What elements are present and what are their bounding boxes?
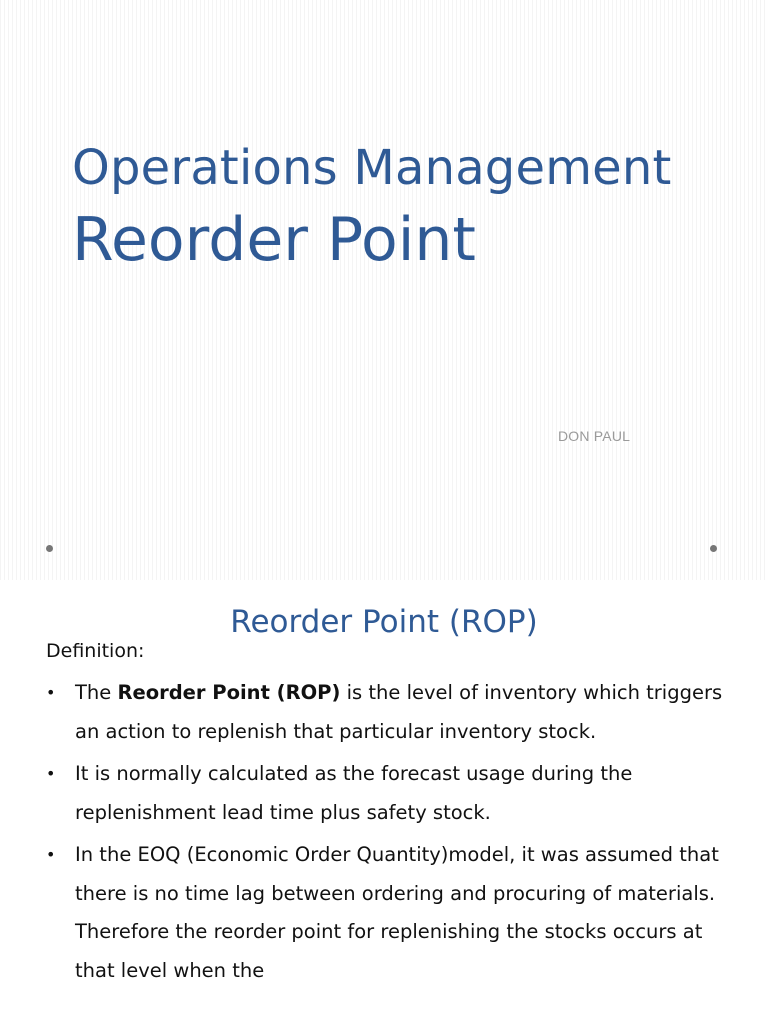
bullet-text: In the EOQ (Economic Order Quantity)model, it was assumed that there is no time lag between ordering and procuring of materials. Therefore the reorder point for replenishing the stocks occurs at that level when the [75,843,719,982]
bullet-icon: • [46,845,56,864]
slide-nav-dot-icon [710,545,717,552]
bullet-item-rop-definition [46,674,736,751]
title-line-1: Operations Management [72,140,672,196]
bullet-text: It is normally calculated as the forecast usage during the replenishment lead time plus safety stock. [75,762,633,824]
bullet-icon: • [46,764,56,783]
title-line-2: Reorder Point [72,205,476,275]
slide-title: Reorder Point (ROP) [230,604,538,640]
definition-slide [0,580,768,1024]
bullet-item-eoq-model [46,836,736,990]
bullet-list [46,674,736,994]
bullet-text-suffix: is the level of inventory which triggers an action to replenish that particular inventory stock. [75,681,723,743]
author-name: DON PAUL [558,428,631,444]
definition-label: Definition: [46,640,145,662]
bullet-item-calculation [46,755,736,832]
bullet-text-prefix: The [75,681,118,704]
slide-nav-dot-icon [46,545,53,552]
bullet-text-bold-term: Reorder Point (ROP) [117,681,341,704]
bullet-icon: • [46,683,56,702]
